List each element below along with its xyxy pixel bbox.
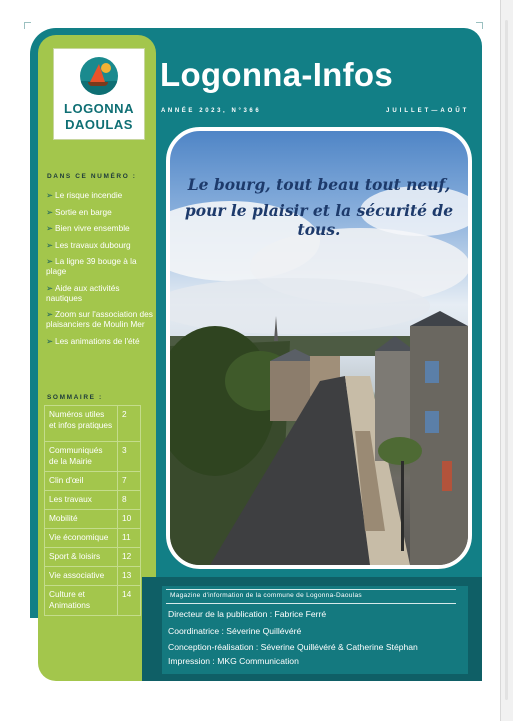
contents-heading: SOMMAIRE : — [47, 394, 103, 401]
imprint-director: Directeur de la publication : Fabrice Ferré — [168, 609, 327, 619]
table-row — [45, 567, 141, 586]
imprint-coordinator: Coordinatrice : Séverine Quillévéré — [168, 626, 302, 636]
arrow-icon: ➢ — [46, 282, 53, 293]
contents-title: Communiqués de la Mairie — [45, 442, 118, 472]
contents-page: 12 — [118, 548, 141, 567]
imprint-divider — [166, 603, 456, 604]
table-row — [45, 548, 141, 567]
table-row — [45, 510, 141, 529]
arrow-icon: ➢ — [46, 206, 53, 217]
contents-title: Les travaux — [45, 491, 118, 510]
contents-page: 2 — [118, 406, 141, 442]
contents-table — [44, 405, 141, 616]
arrow-icon: ➢ — [46, 190, 53, 200]
sailboat-icon — [80, 57, 118, 95]
crop-mark — [476, 22, 483, 29]
issue-season: JUILLET—AOÛT — [386, 108, 470, 114]
table-row — [45, 586, 141, 616]
contents-title: Culture et Animations — [45, 586, 118, 616]
imprint-title: Magazine d'information de la commune de Logonna-Daoulas — [170, 592, 362, 599]
in-this-issue-list — [46, 190, 156, 352]
contents-page: 8 — [118, 491, 141, 510]
arrow-icon: ➢ — [46, 309, 53, 319]
table-row — [45, 472, 141, 491]
table-row — [45, 406, 141, 442]
imprint-printing: Impression : MKG Communication — [168, 656, 299, 666]
list-item: ➢ Le risque incendie — [46, 190, 123, 200]
list-item: ➢ Bien vivre ensemble — [46, 223, 130, 233]
contents-title: Vie associative — [45, 567, 118, 586]
contents-title: Mobilité — [45, 510, 118, 529]
list-item: ➢ Sortie en barge — [46, 206, 112, 217]
contents-page: 10 — [118, 510, 141, 529]
cover-quote-line1: Le bourg, tout beau tout neuf, — [187, 175, 451, 194]
contents-title: Sport & loisirs — [45, 548, 118, 567]
crop-mark — [24, 22, 31, 29]
cover-quote-line2: pour le plaisir et la sécurité de tous. — [184, 201, 454, 239]
contents-page: 13 — [118, 567, 141, 586]
arrow-icon: ➢ — [46, 335, 53, 346]
logo-text-line1: LOGONNA — [64, 101, 134, 116]
arrow-icon: ➢ — [46, 239, 53, 250]
table-row — [45, 529, 141, 548]
magazine-title: Logonna-Infos — [160, 56, 394, 93]
table-row — [45, 442, 141, 472]
contents-page: 11 — [118, 529, 141, 548]
in-this-issue-heading: DANS CE NUMÉRO : — [47, 173, 137, 180]
list-item: ➢ Les travaux dubourg — [46, 239, 131, 250]
issue-number: ANNÉE 2023, N°366 — [161, 108, 262, 114]
contents-page: 7 — [118, 472, 141, 491]
imprint-design: Conception-réalisation : Séverine Quillévéré & Catherine Stéphan — [168, 642, 418, 652]
village-street-illustration — [170, 131, 468, 565]
list-item: ➢ La ligne 39 bouge à la plage — [46, 256, 137, 276]
contents-title: Vie économique — [45, 529, 118, 548]
table-row — [45, 491, 141, 510]
commune-logo — [53, 48, 145, 140]
scrollbar-thumb[interactable] — [505, 20, 508, 700]
list-item: ➢ Les animations de l'été — [46, 335, 140, 346]
contents-title: Clin d'œil — [45, 472, 118, 491]
arrow-icon: ➢ — [46, 256, 53, 266]
contents-page: 3 — [118, 442, 141, 472]
arrow-icon: ➢ — [46, 223, 53, 233]
logo-text-line2: DAOULAS — [65, 117, 133, 132]
contents-page: 14 — [118, 586, 141, 616]
imprint-divider — [166, 589, 456, 590]
list-item: ➢ Zoom sur l'association des plaisanciers de Moulin Mer — [46, 309, 153, 329]
scrollbar[interactable] — [500, 0, 513, 721]
cover-photo — [166, 127, 472, 569]
list-item: ➢ Aide aux activités nautiques — [46, 282, 120, 303]
contents-title: Numéros utiles et infos pratiques — [45, 406, 118, 442]
